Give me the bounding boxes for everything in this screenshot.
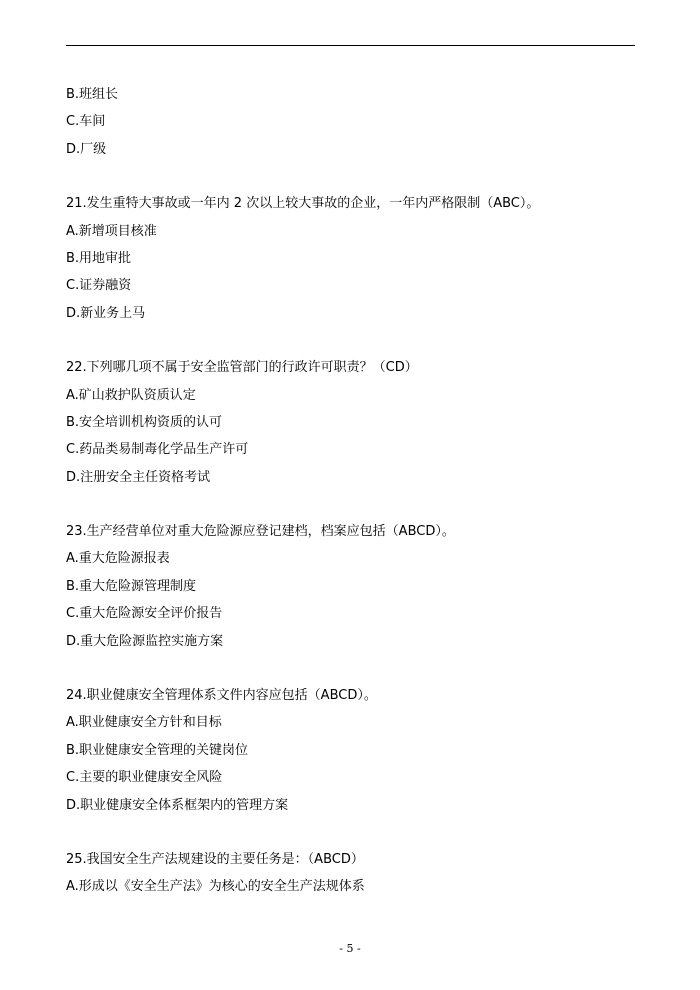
question-text: 24.职业健康安全管理体系文件内容应包括（ABCD）。	[66, 688, 377, 704]
option-a: A.矿山救护队资质认定	[66, 387, 196, 403]
option-c: C.车间	[66, 114, 106, 130]
option-b: B.用地审批	[66, 250, 132, 266]
option-c: C.主要的职业健康安全风险	[66, 770, 223, 786]
question-25	[66, 846, 635, 901]
question-23	[66, 518, 635, 655]
question-text: 21.发生重特大事故或一年内 2 次以上较大事故的企业，一年内严格限制（ABC）。	[66, 196, 540, 212]
question-21	[66, 190, 635, 327]
question-text: 23.生产经营单位对重大危险源应登记建档，档案应包括（ABCD）。	[66, 524, 455, 540]
page-number: - 5 -	[339, 942, 361, 955]
option-d: D.重大危险源监控实施方案	[66, 633, 224, 649]
option-b: B.职业健康安全管理的关键岗位	[66, 742, 249, 758]
option-c: C.重大危险源安全评价报告	[66, 606, 223, 622]
document-body	[66, 81, 635, 901]
option-a: A.重大危险源报表	[66, 551, 170, 567]
option-a: A.新增项目核准	[66, 223, 157, 239]
option-b: B.班组长	[66, 87, 119, 102]
question-24	[66, 682, 635, 819]
option-b: B.安全培训机构资质的认可	[66, 414, 223, 430]
option-a: A.职业健康安全方针和目标	[66, 715, 222, 731]
question-text: 25.我国安全生产法规建设的主要任务是：（ABCD）	[66, 851, 364, 867]
option-d: D.注册安全主任资格考试	[66, 469, 211, 485]
option-a: A.形成以《安全生产法》为核心的安全生产法规体系	[66, 879, 365, 895]
option-c: C.药品类易制毒化学品生产许可	[66, 442, 249, 458]
question-text: 22.下列哪几项不属于安全监管部门的行政许可职责？（CD）	[66, 360, 418, 376]
option-c: C.证券融资	[66, 278, 132, 294]
option-d: D.职业健康安全体系框架内的管理方案	[66, 797, 289, 813]
question-22	[66, 354, 635, 491]
option-d: D.厂级	[66, 141, 107, 157]
option-b: B.重大危险源管理制度	[66, 578, 197, 594]
question-block-continued	[66, 81, 635, 163]
header-rule	[66, 45, 635, 46]
option-d: D.新业务上马	[66, 305, 146, 321]
